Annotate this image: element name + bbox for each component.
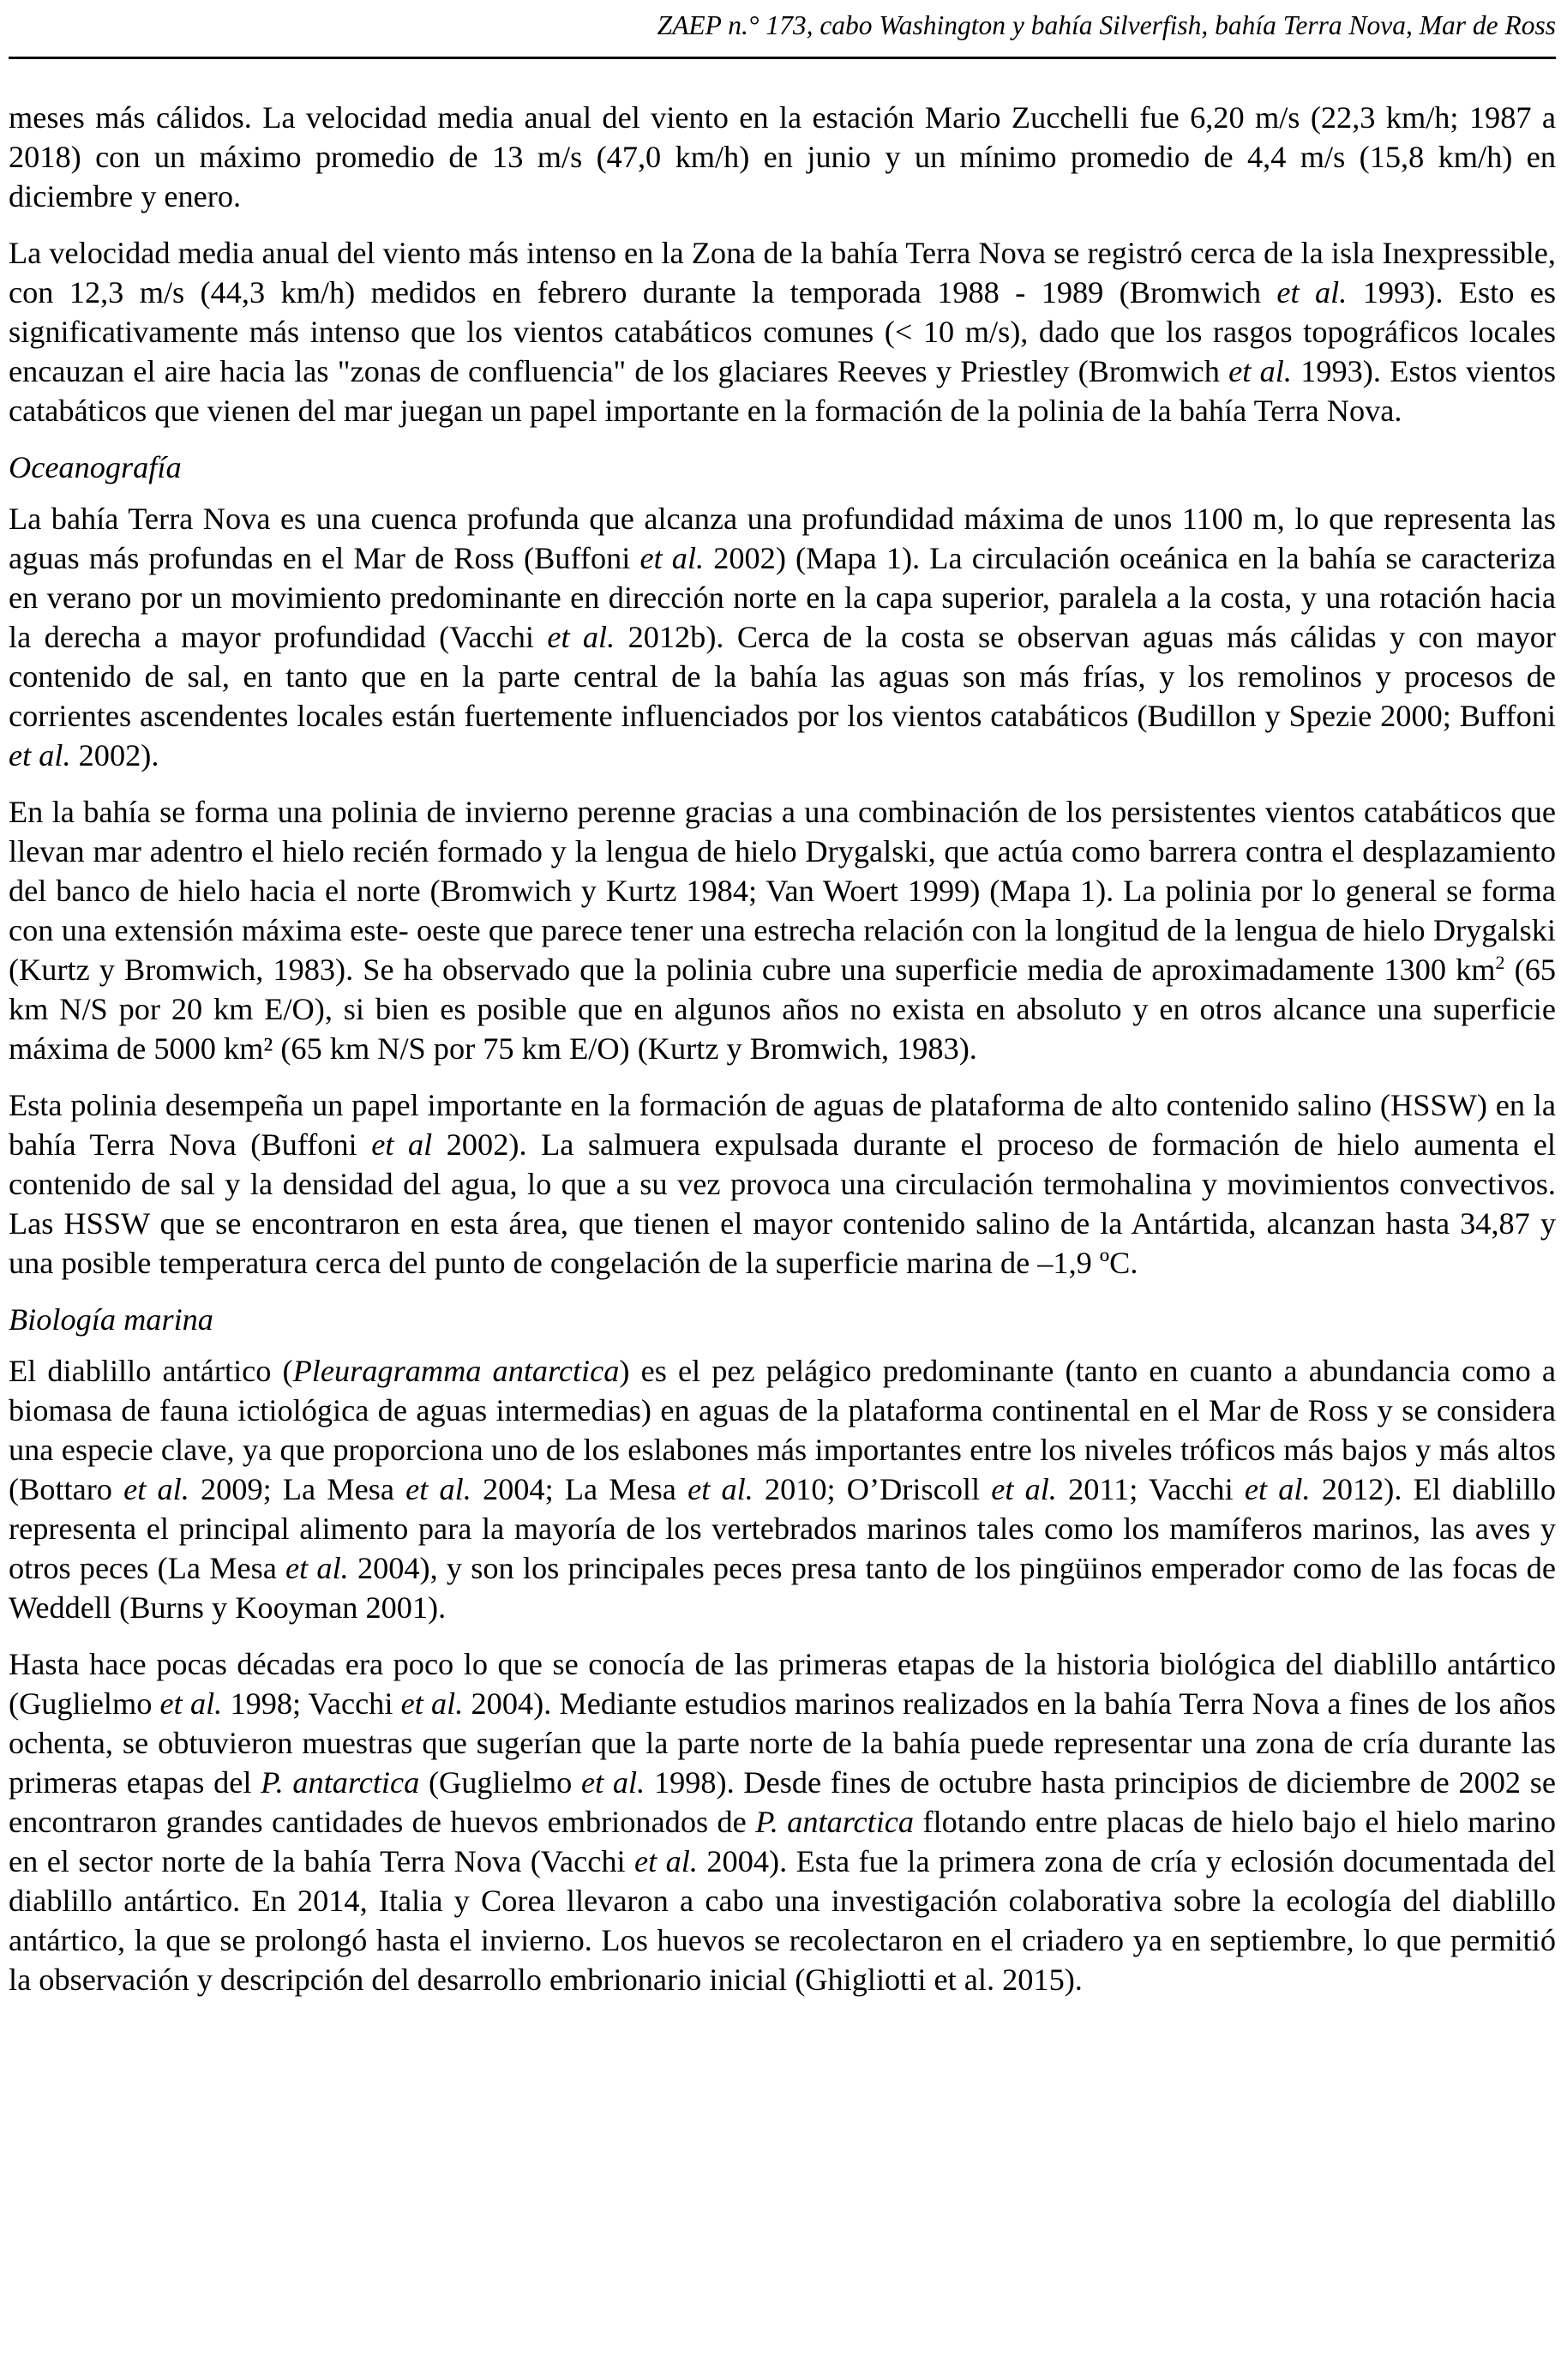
running-header: ZAEP n.° 173, cabo Washington y bahía Silverfish, bahía Terra Nova, Mar de Ross <box>657 10 1556 40</box>
paragraph-early-life-history: Hasta hace pocas décadas era poco lo que se conocía de las primeras etapas de la historia biológica del diablillo antártico (Guglielmo et al. 1998; Vacchi et al. 2004). Mediante estudios marinos realizados en la bahía Terra Nova a fines de los años ochenta, se obtuvieron muestras que sugerían que la parte norte de la bahía puede representar una zona de cría durante las primeras etapas del P. antarctica (Guglielmo et al. 1998). Desde fines de octubre hasta principios de diciembre de 2002 se encontraron grandes cantidades de huevos embrionados de P. antarctica flotando entre placas de hielo bajo el hielo marino en el sector norte de la bahía Terra Nova (Vacchi et al. 2004). Esta fue la primera zona de cría y eclosión documentada del diablillo antártico. En 2014, Italia y Corea llevaron a cabo una investigación colaborativa sobre la ecología del diablillo antártico, la que se prolongó hasta el invierno. Los huevos se recolectaron en el criadero ya en septiembre, lo que permitió la observación y descripción del desarrollo embrionario inicial (Ghigliotti et al. 2015). <box>9 1647 1557 1997</box>
section-heading-marine-biology: Biología marina <box>9 1302 213 1337</box>
header-divider <box>9 57 1556 59</box>
paragraph-hssw: Esta polinia desempeña un papel importante en la formación de aguas de plataforma de alto contenido salino (HSSW) en la bahía Terra Nova (Buffoni et al 2002). La salmuera expulsada durante el proceso de formación de hielo aumenta el contenido de sal y la densidad del agua, lo que a su vez provoca una circulación termohalina y movimientos convectivos. Las HSSW que se encontraron en esta área, que tienen el mayor contenido salino de la Antártida, alcanzan hasta 34,87 y una posible temperatura cerca del punto de congelación de la superficie marina de –1,9 ºC. <box>9 1088 1556 1280</box>
paragraph-polynya: En la bahía se forma una polinia de invierno perenne gracias a una combinación de los persistentes vientos catabáticos que llevan mar adentro el hielo recién formado y la lengua de hielo Drygalski, que actúa como barrera contra el desplazamiento del banco de hielo hacia el norte (Bromwich y Kurtz 1984; Van Woert 1999) (Mapa 1). La polinia por lo general se forma con una extensión máxima este- oeste que parece tener una estrecha relación con la longitud de la lengua de hielo Drygalski (Kurtz y Bromwich, 1983). Se ha observado que la polinia cubre una superficie media de aproximadamente 1300 $km^2$ (65 km N/S por 20 km E/O), si bien es posible que en algunos años no exista en absoluto y en otros alcance una superficie máxima de 5000 km² (65 km N/S por 75 km E/O) (Kurtz y Bromwich, 1983). <box>9 795 1556 1066</box>
paragraph-basin: La bahía Terra Nova es una cuenca profunda que alcanza una profundidad máxima de unos 1100 m, lo que representa las aguas más profundas en el Mar de Ross (Buffoni et al. 2002) (Mapa 1). La circulación oceánica en la bahía se caracteriza en verano por un movimiento predominante en dirección norte en la capa superior, paralela a la costa, y una rotación hacia la derecha a mayor profundidad (Vacchi et al. 2012b). Cerca de la costa se observan aguas más cálidas y con mayor contenido de sal, en tanto que en la parte central de la bahía las aguas son más frías, y los remolinos y procesos de corrientes ascendentes locales están fuertemente influenciados por los vientos catabáticos (Budillon y Spezie 2000; Buffoni et al. 2002). <box>9 502 1556 772</box>
document-body <box>9 98 1556 2016</box>
paragraph-wind-speed: meses más cálidos. La velocidad media anual del viento en la estación Mario Zucchelli fue 6,20 m/s (22,3 km/h; 1987 a 2018) con un máximo promedio de 13 m/s (47,0 km/h) en junio y un mínimo promedio de 4,4 m/s (15,8 km/h) en diciembre y enero. <box>9 100 1556 213</box>
paragraph-silverfish: El diablillo antártico (Pleuragramma antarctica) es el pez pelágico predominante (tanto en cuanto a abundancia como a biomasa de fauna ictiológica de aguas intermedias) en aguas de la plataforma continental en el Mar de Ross y se considera una especie clave, ya que proporciona uno de los eslabones más importantes entre los niveles tróficos más bajos y más altos (Bottaro et al. 2009; La Mesa et al. 2004; La Mesa et al. 2010; O’Driscoll et al. 2011; Vacchi et al. 2012). El diablillo representa el principal alimento para la mayoría de los vertebrados marinos tales como los mamíferos marinos, las aves y otros peces (La Mesa et al. 2004), y son los principales peces presa tanto de los pingüinos emperador como de las focas de Weddell (Burns y Kooyman 2001). <box>9 1354 1557 1625</box>
section-heading-oceanography: Oceanografía <box>9 450 182 484</box>
paragraph-strong-winds: La velocidad media anual del viento más intenso en la Zona de la bahía Terra Nova se registró cerca de la isla Inexpressible, con 12,3 m/s (44,3 km/h) medidos en febrero durante la temporada 1988 - 1989 (Bromwich et al. 1993). Esto es significativamente más intenso que los vientos catabáticos comunes (< 10 m/s), dado que los rasgos topográficos locales encauzan el aire hacia las "zonas de confluencia" de los glaciares Reeves y Priestley (Bromwich et al. 1993). Estos vientos catabáticos que vienen del mar juegan un papel importante en la formación de la polinia de la bahía Terra Nova. <box>9 236 1557 428</box>
